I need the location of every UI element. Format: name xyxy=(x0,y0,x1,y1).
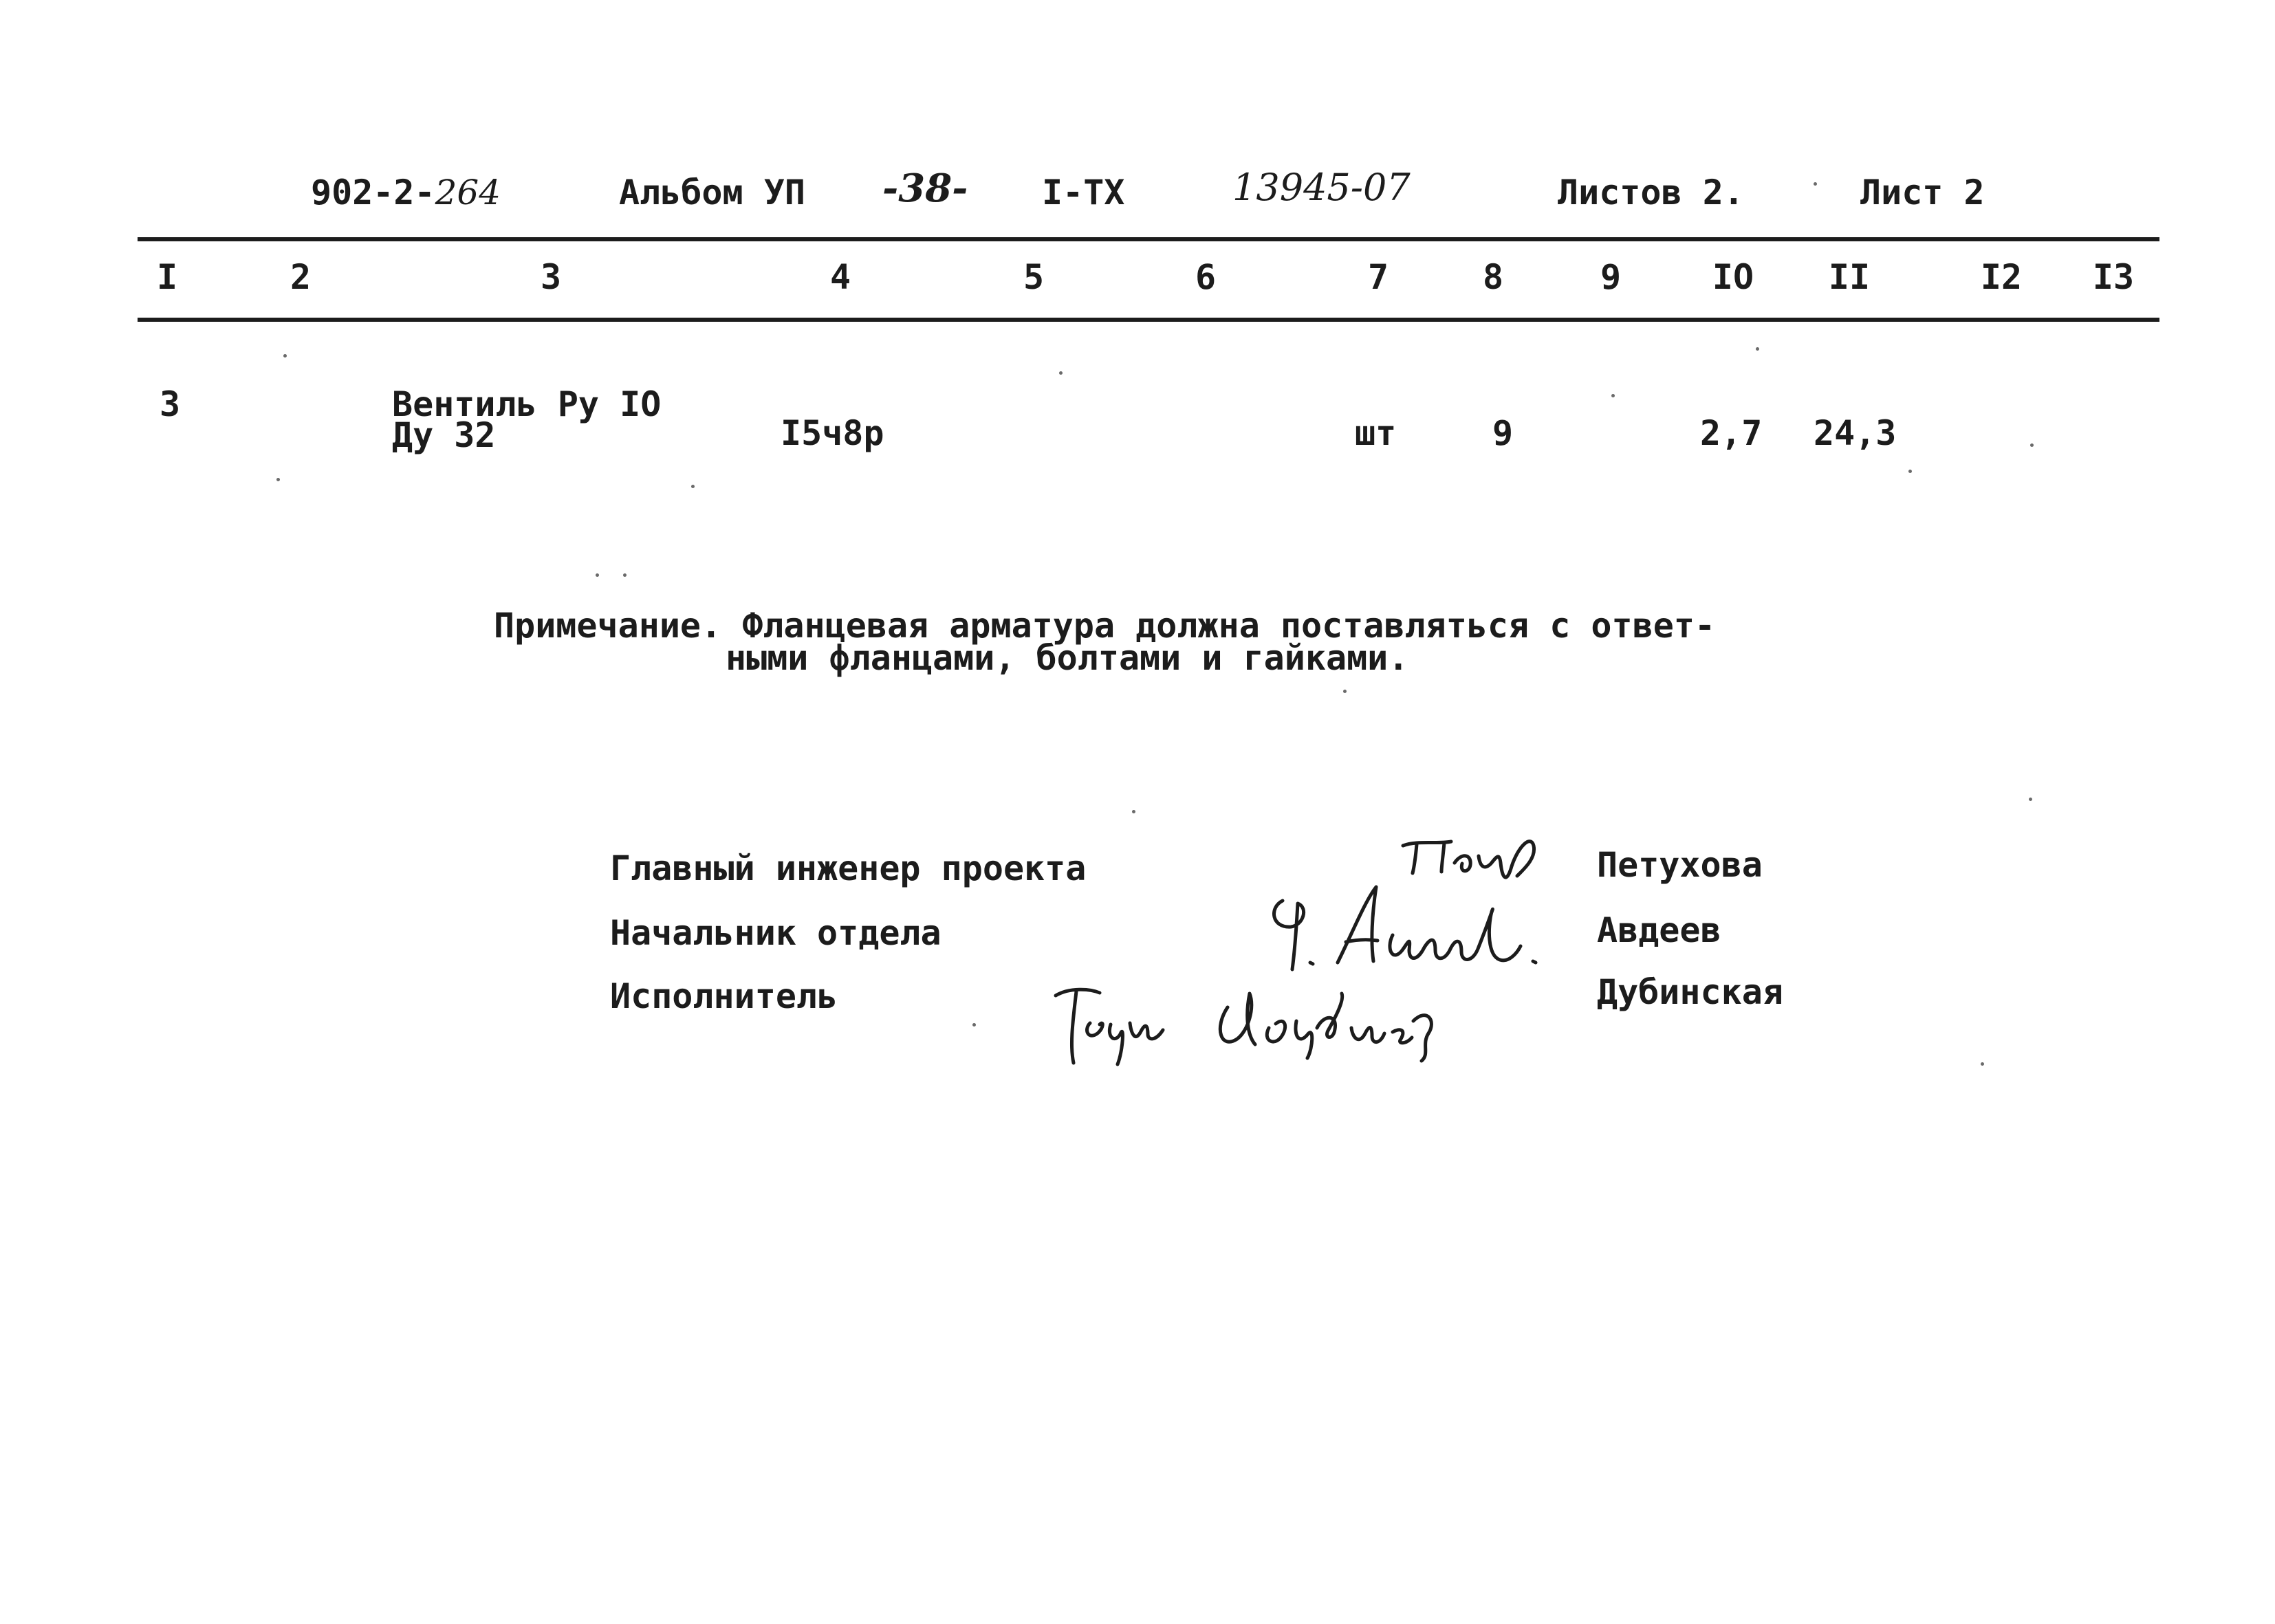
row-type: I5ч8р xyxy=(781,413,884,453)
column-number-11: II xyxy=(1828,257,1871,297)
scan-speck xyxy=(2030,443,2034,447)
scan-speck xyxy=(691,485,695,488)
row-quantity: 9 xyxy=(1492,413,1514,453)
scan-speck xyxy=(596,573,599,577)
scan-speck xyxy=(1908,470,1912,473)
sheets-total: Листов 2. xyxy=(1558,173,1744,212)
signature-name-chief-engineer: Петухова xyxy=(1597,845,1763,885)
column-number-5: 5 xyxy=(1023,257,1045,297)
signature-name-department-head: Авдеев xyxy=(1597,910,1721,950)
sheet-number: Лист 2 xyxy=(1860,173,1985,212)
column-number-2: 2 xyxy=(290,257,312,297)
scan-speck xyxy=(1132,810,1135,813)
table-top-rule xyxy=(138,237,2159,241)
scan-speck xyxy=(283,354,287,358)
scan-speck xyxy=(623,573,627,577)
signature-executor-prefix xyxy=(1049,975,1173,1071)
scan-speck xyxy=(1814,182,1817,186)
column-number-1: I xyxy=(156,257,178,297)
scan-speck xyxy=(1343,690,1347,693)
column-number-4: 4 xyxy=(829,257,851,297)
column-number-13: I3 xyxy=(2092,257,2135,297)
signature-role-department-head: Начальник отдела xyxy=(610,913,941,953)
inventory-number: 13945-07 xyxy=(1232,166,1411,209)
column-number-7: 7 xyxy=(1367,257,1389,297)
page-number: -38- xyxy=(882,166,968,211)
project-code xyxy=(311,175,501,210)
signature-executor xyxy=(1207,973,1455,1062)
row-unit: шт xyxy=(1355,413,1397,453)
scan-speck xyxy=(1756,347,1759,351)
note-line-1: Примечание. Фланцевая арматура должна поставляться с ответ- xyxy=(494,606,1716,646)
column-number-9: 9 xyxy=(1600,257,1622,297)
row-total-mass: 24,3 xyxy=(1814,413,1897,453)
signature-department-head xyxy=(1255,873,1558,983)
column-number-6: 6 xyxy=(1195,257,1217,297)
signature-name-executor: Дубинская xyxy=(1597,972,1783,1012)
scan-speck xyxy=(1059,371,1063,375)
scan-speck xyxy=(276,478,280,481)
scan-speck xyxy=(972,1023,976,1027)
row-name-line-2: Ду 32 xyxy=(392,415,496,455)
row-position: 3 xyxy=(160,384,181,424)
project-code-typed: 902-2- xyxy=(311,173,435,212)
column-number-8: 8 xyxy=(1482,257,1504,297)
section-code: I-ТХ xyxy=(1042,173,1125,212)
scan-speck xyxy=(2029,798,2032,801)
project-code-handwritten: 264 xyxy=(435,173,501,212)
album-label: Альбом УП xyxy=(619,173,805,212)
column-number-10: IO xyxy=(1712,257,1754,297)
scan-speck xyxy=(1981,1062,1984,1066)
signature-role-chief-engineer: Главный инженер проекта xyxy=(610,848,1087,888)
row-name-line-1: Вентиль Ру IO xyxy=(392,384,662,424)
column-number-3: 3 xyxy=(540,257,562,297)
note-line-2: ными фланцами, болтами и гайками. xyxy=(726,638,1409,678)
scan-speck xyxy=(1611,394,1615,397)
column-number-12: I2 xyxy=(1980,257,2023,297)
row-unit-mass: 2,7 xyxy=(1700,413,1763,453)
signature-role-executor: Исполнитель xyxy=(610,976,838,1016)
table-header-rule xyxy=(138,318,2159,322)
